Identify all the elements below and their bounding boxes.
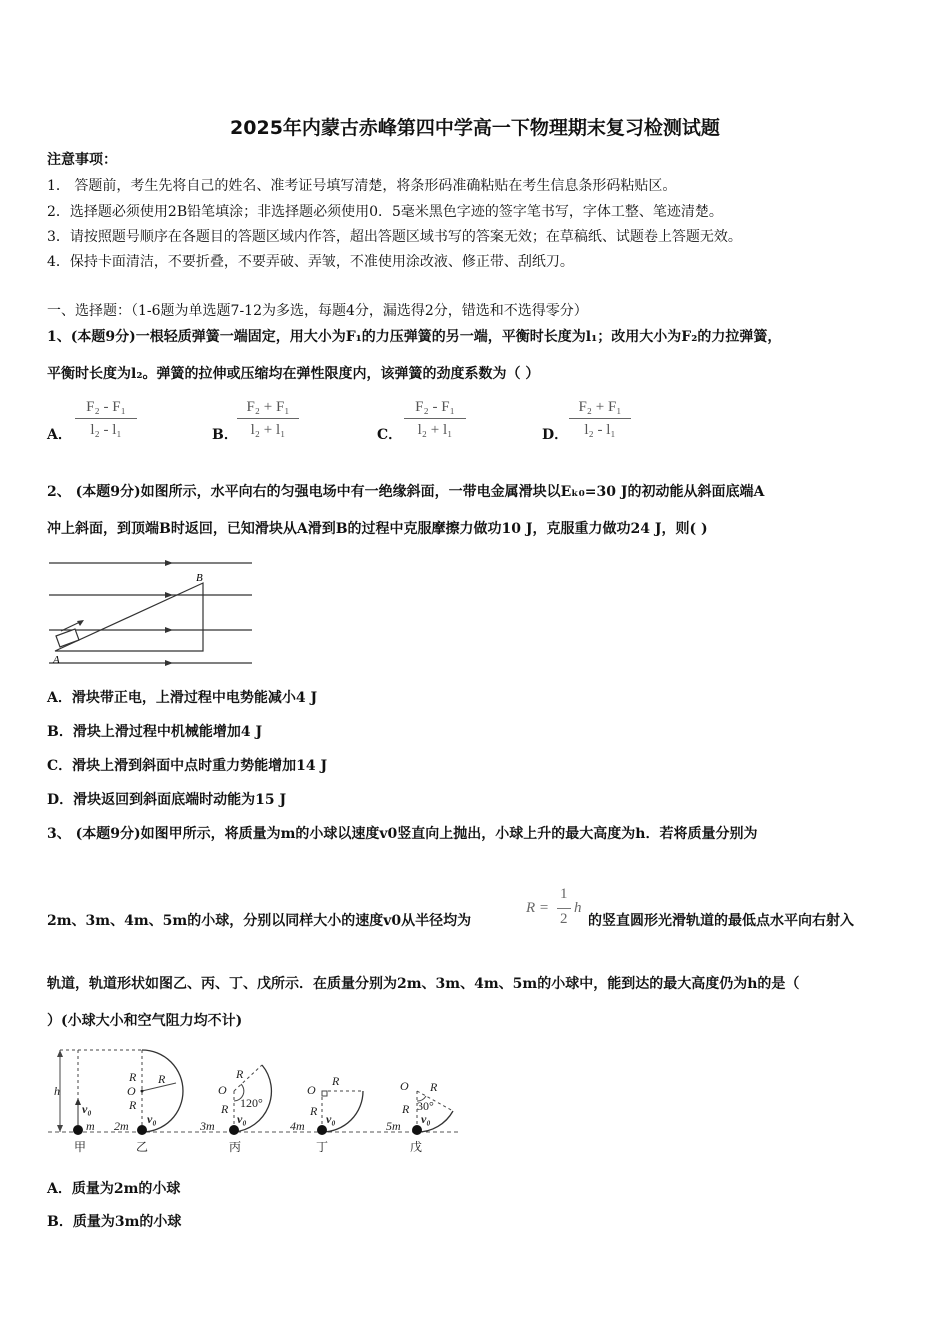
fraction-numerator: F₂ - F₁: [86, 399, 126, 415]
radius-label: R: [158, 1072, 166, 1086]
figure-caption: 丁: [316, 1140, 329, 1154]
figure-caption: 甲: [74, 1140, 87, 1154]
circular-track-figure: [44, 1045, 464, 1160]
formula-denominator: 2: [560, 911, 568, 927]
velocity-label: v₀: [421, 1112, 431, 1126]
radius-label: R: [402, 1102, 410, 1116]
incline-electric-field-figure: [47, 555, 255, 667]
fraction-denominator: l₂ + l₁: [250, 422, 286, 438]
figure-caption: 乙: [136, 1140, 149, 1154]
q1-option-b-label[interactable]: B．: [212, 427, 238, 443]
velocity-label: v₀: [82, 1102, 92, 1116]
notice-item: 1． 答题前，考生先将自己的姓名、准考证号填写清楚，将条形码准确粘贴在考生信息条形码粘贴区。: [47, 178, 677, 194]
radius-label: R: [332, 1074, 340, 1088]
q1-option-d-fraction[interactable]: [565, 398, 635, 439]
q1-option-a-fraction[interactable]: [71, 398, 141, 439]
q1-option-a-label[interactable]: A．: [47, 427, 72, 443]
angle-label: 120°: [240, 1096, 263, 1110]
fraction-numerator: F₂ + F₁: [578, 399, 622, 415]
height-label: h: [54, 1084, 60, 1098]
q1-option-b-fraction[interactable]: [233, 398, 303, 439]
formula-lhs: R =: [526, 900, 550, 916]
center-label: O: [218, 1083, 227, 1097]
fraction-numerator: F₂ + F₁: [246, 399, 290, 415]
fraction-numerator: F₂ - F₁: [415, 399, 455, 415]
q1-option-c-label[interactable]: C．: [377, 427, 403, 443]
mass-label: 2m: [114, 1119, 129, 1133]
radius-label: R: [129, 1098, 137, 1112]
fraction-denominator: l₂ - l₁: [90, 422, 122, 438]
q2-stem-line1: 2、 (本题9分)如图所示，水平向右的匀强电场中有一绝缘斜面，一带电金属滑块以Eₖ₀=30 J的初动能从斜面底端A: [47, 484, 765, 500]
point-b-label: B: [196, 572, 203, 584]
q1-option-c-fraction[interactable]: [400, 398, 470, 439]
radius-formula: [524, 886, 586, 934]
radius-label: R: [129, 1070, 137, 1084]
velocity-label: v₀: [147, 1112, 157, 1126]
velocity-label: v₀: [326, 1112, 336, 1126]
q2-stem-line2: 冲上斜面，到顶端B时返回，已知滑块从A滑到B的过程中克服摩擦力做功10 J，克服重力做功24 J，则( ): [47, 521, 708, 537]
q2-option-c[interactable]: C．滑块上滑到斜面中点时重力势能增加14 J: [47, 758, 328, 774]
mass-label: 4m: [290, 1119, 305, 1133]
center-label: O: [400, 1079, 409, 1093]
velocity-label: v₀: [237, 1112, 247, 1126]
fraction-denominator: l₂ - l₁: [584, 422, 616, 438]
q3-option-a[interactable]: A．质量为2m的小球: [47, 1181, 181, 1197]
angle-label: 30°: [417, 1099, 434, 1113]
formula-numerator: 1: [560, 886, 568, 902]
slider-block: [56, 629, 79, 647]
q2-option-a[interactable]: A．滑块带正电，上滑过程中电势能减小4 J: [47, 690, 318, 706]
point-a-label: A: [53, 654, 60, 666]
notice-item: 4．保持卡面清洁，不要折叠，不要弄破、弄皱，不准使用涂改液、修正带、刮纸刀。: [47, 254, 574, 270]
center-label: O: [127, 1084, 136, 1098]
radius-label: R: [236, 1067, 244, 1081]
q2-option-d[interactable]: D．滑块返回到斜面底端时动能为15 J: [47, 792, 287, 808]
q1-stem-line1: 1、(本题9分)一根轻质弹簧一端固定，用大小为F₁的力压弹簧的另一端，平衡时长度为l₁；改用大小为F₂的力拉弹簧，: [47, 329, 782, 345]
notice-item: 3．请按照题号顺序在各题目的答题区域内作答，超出答题区域书写的答案无效；在草稿纸、试题卷上答题无效。: [47, 229, 742, 245]
q3-stem-line3: 轨道，轨道形状如图乙、丙、丁、戊所示．在质量分别为2m、3m、4m、5m的小球中，能到达的最大高度仍为h的是（: [47, 976, 800, 992]
radius-label: R: [221, 1102, 229, 1116]
notice-item: 2．选择题必须使用2B铅笔填涂；非选择题必须使用0．5毫米黑色字迹的签字笔书写，字体工整、笔迹清楚。: [47, 204, 723, 220]
q3-option-b[interactable]: B．质量为3m的小球: [47, 1214, 182, 1230]
figure-caption: 戊: [410, 1140, 423, 1154]
mass-label: 3m: [200, 1119, 215, 1133]
radius-label: R: [430, 1080, 438, 1094]
fraction-denominator: l₂ + l₁: [417, 422, 453, 438]
notice-heading: 注意事项：: [47, 152, 117, 168]
q1-stem-line2: 平衡时长度为l₂。弹簧的拉伸或压缩均在弹性限度内，该弹簧的劲度系数为（ ）: [47, 366, 540, 382]
mass-label: m: [86, 1119, 95, 1133]
formula-var: h: [574, 900, 582, 916]
section-heading: 一、选择题：（1-6题为单选题7-12为多选，每题4分，漏选得2分，错选和不选得零分）: [47, 303, 588, 319]
mass-label: 5m: [386, 1119, 401, 1133]
q3-stem-line4: ）(小球大小和空气阻力均不计): [47, 1013, 243, 1029]
q3-stem-line1: 3、 (本题9分)如图甲所示，将质量为m的小球以速度v0竖直向上抛出，小球上升的最大高度为h．若将质量分别为: [47, 826, 758, 842]
q3-stem-line2a: 2m、3m、4m、5m的小球，分别以同样大小的速度v0从半径均为: [47, 913, 472, 929]
q1-option-d-label[interactable]: D．: [542, 427, 569, 443]
q3-stem-line2b: 的竖直圆形光滑轨道的最低点水平向右射入: [588, 913, 854, 929]
figure-caption: 丙: [229, 1140, 242, 1154]
radius-label: R: [310, 1104, 318, 1118]
page-title: 2025年内蒙古赤峰第四中学高一下物理期末复习检测试题: [230, 117, 720, 139]
q2-option-b[interactable]: B．滑块上滑过程中机械能增加4 J: [47, 724, 263, 740]
center-label: O: [307, 1083, 316, 1097]
